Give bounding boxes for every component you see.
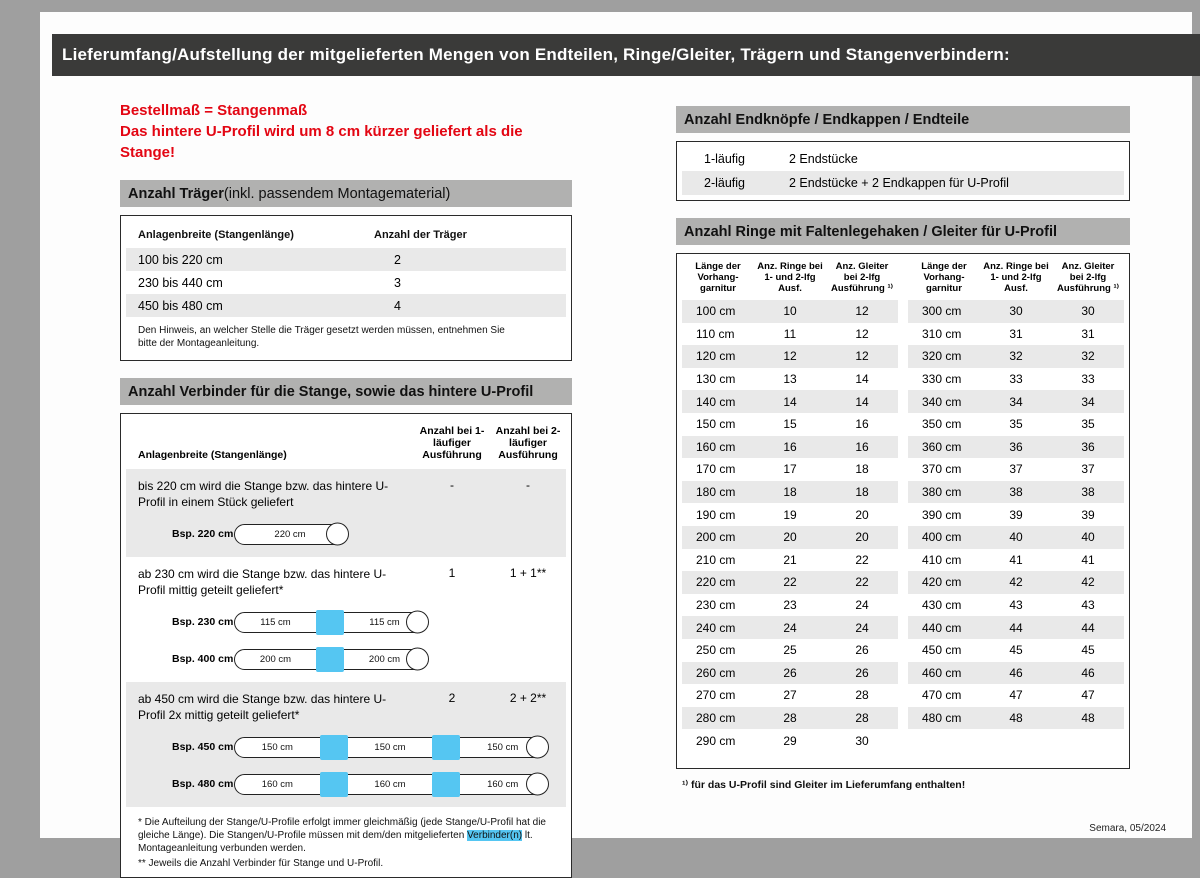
rod-segment-label: 150 cm bbox=[487, 741, 519, 753]
ringe-col-ringe: Anz. Ringe bei 1- und 2-lfg Ausf. bbox=[757, 261, 823, 294]
rod-example-label: Bsp. 230 cm bbox=[172, 616, 234, 628]
ringe-row bbox=[908, 300, 1124, 323]
table-cell: 270 cm bbox=[696, 688, 736, 703]
ringe-row bbox=[682, 458, 898, 481]
table-cell: 35 bbox=[1081, 417, 1095, 432]
ringe-row bbox=[682, 684, 898, 707]
verbinder-section-text: ab 450 cm wird die Stange bzw. das hintere U-Profil 2x mittig geteilt geliefert* bbox=[138, 692, 387, 722]
verbinder-highlight: Verbinder(n) bbox=[467, 830, 523, 841]
document-footer: Semara, 05/2024 bbox=[1089, 823, 1166, 834]
rod-endknob-icon bbox=[406, 648, 429, 671]
table-cell: 18 bbox=[826, 481, 898, 504]
rod-example bbox=[126, 609, 566, 635]
ringe-footnote: ¹⁾ für das U-Profil sind Gleiter im Lieferumfang enthalten! bbox=[682, 779, 966, 791]
traeger-section-subtitle: (inkl. passendem Montagematerial) bbox=[223, 185, 451, 202]
table-cell: 39 bbox=[1081, 507, 1095, 522]
table-cell: 36 bbox=[980, 436, 1052, 459]
table-cell: 32 bbox=[980, 345, 1052, 368]
table-cell: 450 bis 480 cm bbox=[126, 294, 362, 317]
table-cell: 160 cm bbox=[682, 436, 754, 459]
rod-segment-label: 150 cm bbox=[374, 741, 406, 753]
verbinder-row bbox=[126, 566, 566, 598]
rod-diagram bbox=[234, 774, 546, 795]
table-cell: 46 bbox=[980, 662, 1052, 685]
table-cell: 24 bbox=[826, 616, 898, 639]
table-cell: 320 cm bbox=[908, 345, 980, 368]
ringe-row bbox=[682, 662, 898, 685]
endknoepfe-section-header bbox=[676, 106, 1130, 133]
verbinder-row bbox=[126, 478, 566, 510]
ringe-row bbox=[682, 323, 898, 346]
table-cell: 230 cm bbox=[696, 598, 736, 613]
rod-segment-label: 115 cm bbox=[260, 616, 291, 628]
table-cell: 10 bbox=[754, 300, 826, 323]
table-cell: 33 bbox=[1009, 372, 1023, 387]
table-cell: 290 cm bbox=[696, 733, 736, 748]
table-cell: 30 bbox=[980, 300, 1052, 323]
verbinder-section-title: Anzahl Verbinder für die Stange, sowie das hintere U-Profil bbox=[128, 383, 534, 400]
verbinder-row bbox=[126, 691, 566, 723]
ringe-table-box bbox=[676, 253, 1130, 769]
table-cell: 33 bbox=[1081, 372, 1095, 387]
notice-line-1: Bestellmaß = Stangenmaß bbox=[120, 102, 308, 119]
footnote-star bbox=[138, 816, 554, 855]
table-cell: 4 bbox=[362, 294, 566, 317]
table-cell: 15 bbox=[783, 417, 797, 432]
ringe-row bbox=[682, 503, 898, 526]
rod-endknob-icon bbox=[406, 611, 429, 634]
table-cell: 140 cm bbox=[682, 390, 754, 413]
ringe-row bbox=[682, 639, 898, 662]
table-cell: 280 cm bbox=[682, 707, 754, 730]
endknoepfe-row bbox=[682, 147, 1124, 171]
ringe-row bbox=[908, 458, 1124, 481]
table-cell: 30 bbox=[855, 733, 869, 748]
rod-diagram bbox=[234, 612, 426, 633]
verbinder-section-ab-450 bbox=[126, 682, 566, 807]
table-cell: 23 bbox=[783, 598, 797, 613]
table-cell: 20 bbox=[754, 526, 826, 549]
endknoepfe-table-box bbox=[676, 141, 1130, 201]
table-cell: 420 cm bbox=[908, 571, 980, 594]
table-cell: 380 cm bbox=[908, 481, 980, 504]
table-cell: 150 cm bbox=[696, 417, 736, 432]
connector-icon bbox=[320, 735, 348, 760]
traeger-row bbox=[126, 271, 566, 294]
table-cell: 400 cm bbox=[908, 526, 980, 549]
table-cell: 22 bbox=[855, 552, 869, 567]
table-cell: 45 bbox=[1009, 643, 1023, 658]
ringe-row bbox=[908, 526, 1124, 549]
endknoepfe-section-title: Anzahl Endknöpfe / Endkappen / Endteile bbox=[684, 111, 970, 128]
endknoepfe-row bbox=[682, 171, 1124, 195]
ringe-row bbox=[908, 436, 1124, 459]
table-cell: 220 cm bbox=[682, 571, 754, 594]
ringe-table-right bbox=[908, 259, 1124, 729]
table-cell: 40 bbox=[1052, 526, 1124, 549]
ringe-row bbox=[682, 413, 898, 436]
table-cell: 360 cm bbox=[908, 436, 980, 459]
ringe-row bbox=[682, 345, 898, 368]
table-cell: 42 bbox=[980, 571, 1052, 594]
ringe-header-row bbox=[682, 259, 898, 300]
order-size-notice bbox=[120, 100, 572, 163]
verbinder-section-bis-220 bbox=[126, 469, 566, 557]
traeger-section-header bbox=[120, 180, 572, 207]
table-cell: 41 bbox=[1009, 552, 1023, 567]
table-cell: 41 bbox=[1081, 552, 1095, 567]
ringe-row bbox=[908, 639, 1124, 662]
ringe-header-row bbox=[908, 259, 1124, 300]
traeger-col-anzahl: Anzahl der Träger bbox=[374, 229, 467, 241]
table-cell: 24 bbox=[754, 616, 826, 639]
verbinder-col-1laeufig: Anzahl bei 1-läufiger Ausführung bbox=[419, 425, 485, 461]
table-cell: 12 bbox=[826, 345, 898, 368]
ringe-row bbox=[682, 526, 898, 549]
table-cell: 390 cm bbox=[922, 507, 962, 522]
ringe-row bbox=[682, 481, 898, 504]
table-cell: 42 bbox=[1052, 571, 1124, 594]
table-cell: 18 bbox=[754, 481, 826, 504]
table-cell: 48 bbox=[1052, 707, 1124, 730]
table-cell: 37 bbox=[1081, 462, 1095, 477]
traeger-col-anlagenbreite: Anlagenbreite (Stangenlänge) bbox=[138, 229, 294, 241]
ringe-section-header bbox=[676, 218, 1130, 245]
page-title: Lieferumfang/Aufstellung der mitgelieferten Mengen von Endteilen, Ringe/Gleiter, Trägern und Stangenverbindern: bbox=[52, 34, 1200, 76]
table-cell: 460 cm bbox=[908, 662, 980, 685]
ringe-row bbox=[908, 571, 1124, 594]
table-cell: 21 bbox=[783, 552, 797, 567]
table-cell: 12 bbox=[855, 326, 869, 341]
ringe-row bbox=[908, 662, 1124, 685]
ringe-row bbox=[908, 707, 1124, 730]
table-cell: 44 bbox=[980, 616, 1052, 639]
footnote-doublestar: ** Jeweils die Anzahl Verbinder für Stange und U-Profil. bbox=[138, 858, 384, 869]
verbinder-footnotes bbox=[126, 807, 566, 877]
table-cell: 100 bis 220 cm bbox=[126, 248, 362, 271]
traeger-note: Den Hinweis, an welcher Stelle die Träger gesetzt werden müssen, entnehmen Sie bitte der Montageanleitung. bbox=[138, 325, 505, 349]
verbinder-header-row bbox=[126, 419, 566, 469]
table-cell: 250 cm bbox=[696, 643, 736, 658]
right-column bbox=[676, 106, 1130, 791]
verbinder-count-2laeufig: - bbox=[526, 478, 530, 492]
rod-example bbox=[126, 771, 566, 797]
verbinder-section-text: bis 220 cm wird die Stange bzw. das hintere U-Profil in einem Stück geliefert bbox=[138, 479, 389, 509]
table-cell: 26 bbox=[826, 662, 898, 685]
rod-example-label: Bsp. 400 cm bbox=[172, 653, 234, 665]
table-cell: 1-läufig bbox=[704, 152, 745, 166]
table-cell: 2 Endstücke + 2 Endkappen für U-Profil bbox=[777, 171, 1124, 195]
ringe-col-laenge: Länge der Vorhang-garnitur bbox=[695, 261, 741, 294]
table-cell: 3 bbox=[394, 275, 401, 290]
rod-segment-label: 160 cm bbox=[487, 778, 519, 790]
table-cell: 310 cm bbox=[922, 326, 962, 341]
table-cell: 30 bbox=[1052, 300, 1124, 323]
table-cell: 47 bbox=[1081, 688, 1095, 703]
table-cell: 330 cm bbox=[922, 372, 962, 387]
ringe-row bbox=[908, 345, 1124, 368]
verbinder-section-text: ab 230 cm wird die Stange bzw. das hintere U-Profil mittig geteilt geliefert* bbox=[138, 567, 387, 597]
table-cell: 28 bbox=[754, 707, 826, 730]
table-cell: 110 cm bbox=[696, 326, 735, 341]
connector-icon bbox=[432, 772, 460, 797]
verbinder-section-header bbox=[120, 378, 572, 405]
table-cell: 35 bbox=[1009, 417, 1023, 432]
table-cell: 190 cm bbox=[696, 507, 736, 522]
ringe-row bbox=[682, 729, 898, 752]
ringe-col-gleiter: Anz. Gleiter bei 2-lfg Ausführung ¹⁾ bbox=[831, 261, 893, 294]
ringe-row bbox=[682, 549, 898, 572]
table-cell: 26 bbox=[754, 662, 826, 685]
table-cell: 13 bbox=[783, 372, 797, 387]
ringe-row bbox=[682, 707, 898, 730]
ringe-row bbox=[908, 616, 1124, 639]
table-cell: 16 bbox=[754, 436, 826, 459]
connector-icon bbox=[320, 772, 348, 797]
rod-example-label: Bsp. 220 cm bbox=[172, 528, 234, 540]
left-column bbox=[120, 100, 572, 878]
verbinder-table-box bbox=[120, 413, 572, 878]
rod-endknob-icon bbox=[526, 736, 549, 759]
table-cell: 230 bis 440 cm bbox=[138, 275, 223, 290]
table-cell: 260 cm bbox=[682, 662, 754, 685]
table-cell: 20 bbox=[826, 526, 898, 549]
rod-example bbox=[126, 734, 566, 760]
table-cell: 14 bbox=[855, 372, 869, 387]
table-cell: 480 cm bbox=[908, 707, 980, 730]
verbinder-count-1laeufig: 1 bbox=[448, 566, 456, 580]
rod-example bbox=[126, 646, 566, 672]
endknoepfe-table bbox=[682, 147, 1124, 195]
verbinder-count-1laeufig: 2 bbox=[448, 691, 456, 705]
table-cell: 14 bbox=[754, 390, 826, 413]
table-cell: 44 bbox=[1052, 616, 1124, 639]
table-cell: 12 bbox=[826, 300, 898, 323]
table-cell: 18 bbox=[855, 462, 869, 477]
table-cell: 340 cm bbox=[908, 390, 980, 413]
table-cell: 32 bbox=[1052, 345, 1124, 368]
table-cell: 31 bbox=[1081, 326, 1095, 341]
ringe-col-gleiter: Anz. Gleiter bei 2-lfg Ausführung ¹⁾ bbox=[1057, 261, 1119, 294]
table-cell: 430 cm bbox=[922, 598, 962, 613]
ringe-row bbox=[908, 549, 1124, 572]
table-cell: 34 bbox=[980, 390, 1052, 413]
connector-icon bbox=[432, 735, 460, 760]
rod-segment-label: 115 cm bbox=[369, 616, 400, 628]
ringe-section-title: Anzahl Ringe mit Faltenlegehaken / Gleiter für U-Profil bbox=[684, 223, 1058, 240]
ringe-row bbox=[682, 594, 898, 617]
table-cell: 34 bbox=[1052, 390, 1124, 413]
ringe-row bbox=[682, 390, 898, 413]
table-cell: 26 bbox=[855, 643, 869, 658]
rod-segment-label: 160 cm bbox=[374, 778, 406, 790]
verbinder-count-1laeufig: - bbox=[450, 478, 454, 492]
connector-icon bbox=[316, 610, 344, 635]
table-cell: 200 cm bbox=[682, 526, 754, 549]
ringe-row bbox=[908, 684, 1124, 707]
table-cell: 350 cm bbox=[922, 417, 962, 432]
rod-endknob-icon bbox=[526, 773, 549, 796]
table-cell: 46 bbox=[1052, 662, 1124, 685]
ringe-row bbox=[908, 323, 1124, 346]
traeger-table-box bbox=[120, 215, 572, 361]
connector-icon bbox=[316, 647, 344, 672]
footnote-text: * Die Aufteilung der Stange/U-Profile erfolgt immer gleichmäßig (jede Stange/U-Profil hat die gleiche Länge). Die Stangen/U-Profile müssen mit dem/den mitgelieferten bbox=[138, 817, 546, 841]
ringe-table-left bbox=[682, 259, 898, 752]
ringe-row bbox=[682, 616, 898, 639]
table-cell: 11 bbox=[783, 326, 797, 341]
table-cell: 17 bbox=[783, 462, 797, 477]
table-cell: 37 bbox=[1009, 462, 1023, 477]
table-cell: 300 cm bbox=[908, 300, 980, 323]
ringe-row bbox=[908, 368, 1124, 391]
table-cell: 22 bbox=[826, 571, 898, 594]
verbinder-col-anlagenbreite: Anlagenbreite (Stangenlänge) bbox=[138, 449, 287, 461]
traeger-header-row bbox=[126, 221, 566, 248]
table-cell: 2-läufig bbox=[682, 171, 777, 195]
ringe-row bbox=[908, 390, 1124, 413]
rod-diagram bbox=[234, 737, 546, 758]
table-cell: 48 bbox=[980, 707, 1052, 730]
rod-segment-label: 200 cm bbox=[368, 653, 401, 665]
table-cell: 29 bbox=[783, 733, 797, 748]
table-cell: 47 bbox=[1009, 688, 1023, 703]
table-cell: 14 bbox=[826, 390, 898, 413]
table-cell: 25 bbox=[783, 643, 797, 658]
table-cell: 470 cm bbox=[922, 688, 962, 703]
table-cell: 31 bbox=[1009, 326, 1023, 341]
notice-line-2: Das hintere U-Profil wird um 8 cm kürzer geliefert als die Stange! bbox=[120, 123, 523, 161]
table-cell: 40 bbox=[980, 526, 1052, 549]
ringe-row bbox=[908, 481, 1124, 504]
rod-segment-label: 220 cm bbox=[274, 528, 306, 540]
table-cell: 22 bbox=[754, 571, 826, 594]
table-cell: 39 bbox=[1009, 507, 1023, 522]
traeger-row bbox=[126, 248, 566, 271]
rod-diagram bbox=[234, 649, 426, 670]
table-cell: 240 cm bbox=[682, 616, 754, 639]
table-cell: 370 cm bbox=[922, 462, 962, 477]
table-cell: 2 Endstücke bbox=[789, 152, 858, 166]
traeger-row bbox=[126, 294, 566, 317]
table-cell: 36 bbox=[1052, 436, 1124, 459]
table-cell: 43 bbox=[1081, 598, 1095, 613]
rod-example bbox=[126, 521, 566, 547]
table-cell: 19 bbox=[783, 507, 797, 522]
table-cell: 38 bbox=[980, 481, 1052, 504]
rod-example-label: Bsp. 450 cm bbox=[172, 741, 234, 753]
table-cell: 2 bbox=[362, 248, 566, 271]
ringe-row bbox=[682, 571, 898, 594]
table-cell: 45 bbox=[1081, 643, 1095, 658]
verbinder-section-ab-230 bbox=[126, 557, 566, 682]
traeger-table bbox=[126, 221, 566, 317]
verbinder-col-2laeufig: Anzahl bei 2-läufiger Ausführung bbox=[495, 425, 561, 461]
table-cell: 120 cm bbox=[682, 345, 754, 368]
rod-endknob-icon bbox=[326, 523, 349, 546]
rod-diagram bbox=[234, 524, 346, 545]
table-cell: 130 cm bbox=[696, 372, 736, 387]
table-cell: 12 bbox=[754, 345, 826, 368]
ringe-row bbox=[908, 503, 1124, 526]
rod-segment-label: 200 cm bbox=[259, 653, 292, 665]
table-cell: 16 bbox=[855, 417, 869, 432]
table-cell: 27 bbox=[783, 688, 797, 703]
table-cell: 24 bbox=[855, 598, 869, 613]
ringe-row bbox=[908, 594, 1124, 617]
traeger-section-title: Anzahl Träger bbox=[128, 185, 224, 202]
footnote-text: lt. Montageanleitung verbunden werden. bbox=[138, 830, 533, 854]
table-cell: 440 cm bbox=[908, 616, 980, 639]
ringe-col-ringe: Anz. Ringe bei 1- und 2-lfg Ausf. bbox=[983, 261, 1049, 294]
table-cell: 450 cm bbox=[922, 643, 962, 658]
table-cell: 180 cm bbox=[682, 481, 754, 504]
verbinder-count-2laeufig: 2 + 2** bbox=[509, 691, 547, 705]
table-cell: 410 cm bbox=[922, 552, 962, 567]
ringe-row bbox=[682, 436, 898, 459]
verbinder-count-2laeufig: 1 + 1** bbox=[509, 566, 547, 580]
table-cell: 170 cm bbox=[696, 462, 736, 477]
ringe-row bbox=[682, 368, 898, 391]
table-cell: 20 bbox=[855, 507, 869, 522]
table-cell: 210 cm bbox=[696, 552, 736, 567]
table-cell: 28 bbox=[826, 707, 898, 730]
rod-segment-label: 160 cm bbox=[261, 778, 293, 790]
table-cell: 100 cm bbox=[682, 300, 754, 323]
table-cell: 16 bbox=[826, 436, 898, 459]
ringe-row bbox=[682, 300, 898, 323]
table-cell: 38 bbox=[1052, 481, 1124, 504]
table-cell: 28 bbox=[855, 688, 869, 703]
ringe-row bbox=[908, 413, 1124, 436]
rod-segment-label: 150 cm bbox=[261, 741, 293, 753]
rod-example-label: Bsp. 480 cm bbox=[172, 778, 234, 790]
table-cell: 43 bbox=[1009, 598, 1023, 613]
ringe-col-laenge: Länge der Vorhang-garnitur bbox=[921, 261, 967, 294]
